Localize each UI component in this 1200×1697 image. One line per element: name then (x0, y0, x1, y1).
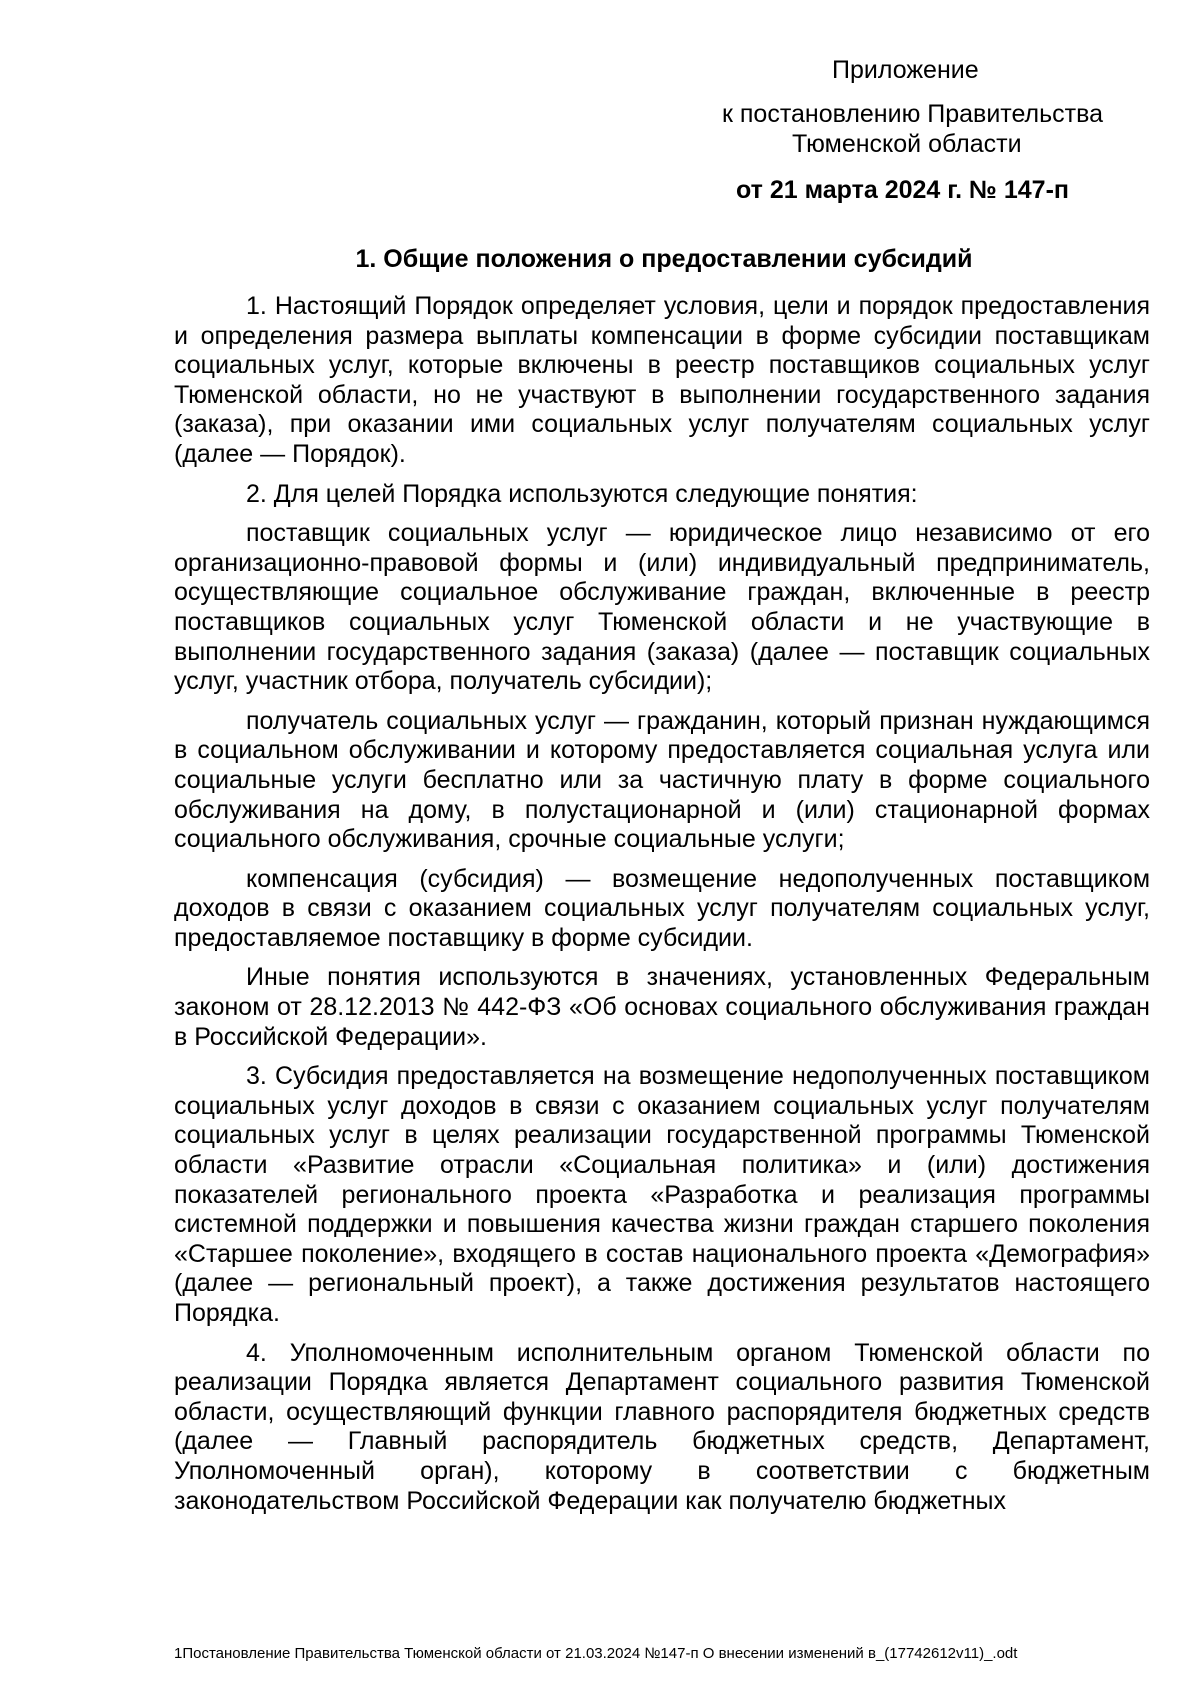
definition-provider: поставщик социальных услуг — юридическое лицо независимо от его организационно-правовой формы и (или) индивидуальный предприниматель, осуществляющие социальное обслуживание граждан, включенные в реестр поставщиков социальных услуг Тюменской области и не участвующие в выполнении государственного задания (заказа) (далее — поставщик социальных услуг, участник отбора, получатель субсидии); (174, 519, 1150, 696)
resolution-reference: к постановлению Правительства (722, 100, 1104, 128)
document-body (174, 292, 1150, 1526)
region-name: Тюменской области (792, 130, 1022, 158)
paragraph-other-terms: Иные понятия используются в значениях, установленных Федеральным законом от 28.12.2013 № 442-ФЗ «Об основах социального обслуживания граждан в Российской Федерации». (174, 963, 1150, 1051)
paragraph-2: 2. Для целей Порядка используются следующие понятия: (246, 479, 918, 508)
resolution-date-number: от 21 марта 2024 г. № 147-п (736, 176, 1070, 204)
paragraph-3: 3. Субсидия предоставляется на возмещение недополученных поставщиком социальных услуг доходов в связи с оказанием социальных услуг получателям социальных услуг в целях реализации государственной программы Тюменской области «Развитие отрасли «Социальная политика» и (или) достижения показателей регионального проекта «Разработка и реализация программы системной поддержки и повышения качества жизни граждан старшего поколения «Старшее поколение», входящего в состав национального проекта «Демография» (далее — региональный проект), а также достижения результатов настоящего Порядка. (174, 1062, 1150, 1327)
section-title: 1. Общие положения о предоставлении субсидий (355, 245, 973, 273)
paragraph-4: 4. Уполномоченным исполнительным органом Тюменской области по реализации Порядка является Департамент социального развития Тюменской области, осуществляющий функции главного распорядителя бюджетных средств (далее — Главный распорядитель бюджетных средств, Департамент, Уполномоченный орган), которому в соответствии с бюджетным законодательством Российской Федерации как получателю бюджетных (174, 1338, 1150, 1515)
page-footer: 1Постановление Правительства Тюменской области от 21.03.2024 №147-п О внесении изменений в_(17742612v11)_.odt (174, 1645, 1018, 1662)
appendix-label: Приложение (832, 56, 979, 84)
definition-recipient: получатель социальных услуг — гражданин, который признан нуждающимся в социальном обслуживании и которому предоставляется социальная услуга или социальные услуги бесплатно или за частичную плату в форме социального обслуживания на дому, в полустационарной и (или) стационарной формах социального обслуживания, срочные социальные услуги; (174, 706, 1150, 854)
paragraph-1: 1. Настоящий Порядок определяет условия, цели и порядок предоставления и определения размера выплаты компенсации в форме субсидии поставщикам социальных услуг, которые включены в реестр поставщиков социальных услуг Тюменской области, но не участвуют в выполнении государственного задания (заказа), при оказании ими социальных услуг получателям социальных услуг (далее — Порядок). (174, 292, 1150, 468)
definition-compensation: компенсация (субсидия) — возмещение недополученных поставщиком доходов в связи с оказанием социальных услуг получателям социальных услуг, предоставляемое поставщику в форме субсидии. (174, 864, 1150, 952)
